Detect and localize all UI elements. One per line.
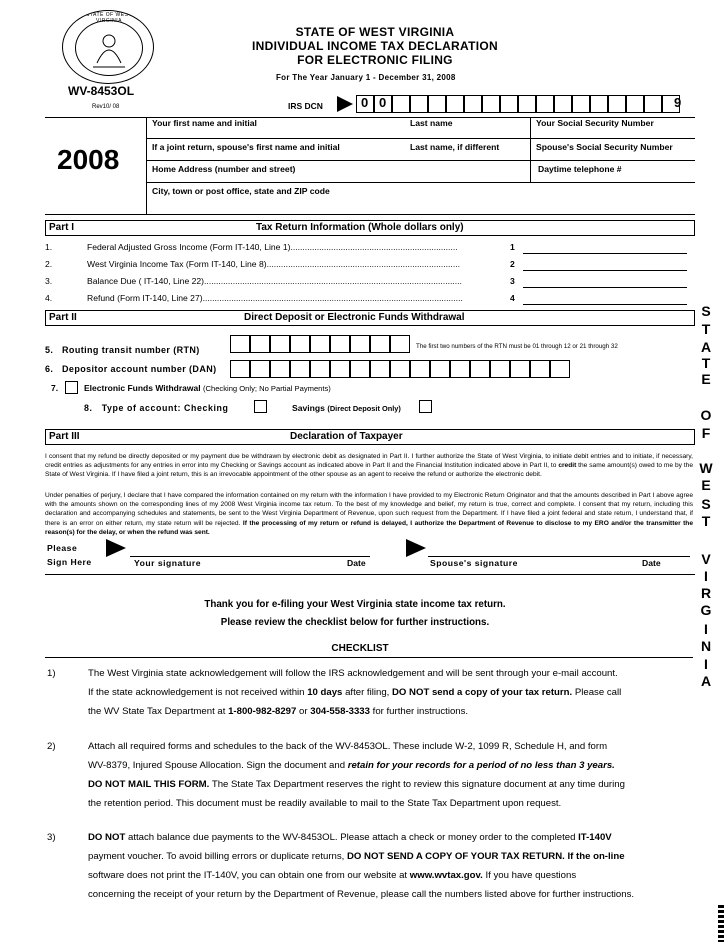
checklist-title: CHECKLIST <box>331 643 389 654</box>
part3-label: Part III <box>49 431 80 442</box>
irs-dcn-label: IRS DCN <box>288 101 323 111</box>
account-type-label: 8. Type of account: Checking <box>84 403 229 413</box>
side-letter: I <box>704 656 708 672</box>
part2-header <box>45 310 695 326</box>
side-letter: V <box>701 551 711 567</box>
checklist-num-2: 2) <box>47 741 56 752</box>
your-signature-line[interactable] <box>130 556 370 557</box>
spouse-first-field[interactable]: If a joint return, spouse's first name and initial <box>152 142 340 152</box>
part2-label: Part II <box>49 312 77 323</box>
efw-checkbox[interactable] <box>65 381 78 394</box>
state-seal <box>62 10 154 84</box>
side-letter: T <box>701 321 711 337</box>
sign-arrow-icon <box>105 538 127 558</box>
city-field[interactable]: City, town or post office, state and ZIP code <box>152 186 330 196</box>
side-letter: E <box>701 371 711 387</box>
arrow-icon <box>336 95 354 113</box>
spouse-last-field[interactable]: Last name, if different <box>410 142 500 152</box>
ssn-field[interactable]: Your Social Security Number <box>536 118 654 128</box>
side-letter: A <box>700 673 712 689</box>
line-2-entry[interactable] <box>523 270 687 271</box>
part3-title: Declaration of Taxpayer <box>290 431 403 442</box>
home-address-field[interactable]: Home Address (number and street) <box>152 164 296 174</box>
side-letter: G <box>700 602 712 618</box>
checklist-item-2: Attach all required forms and schedules to the back of the WV-8453OL. These include W-2, 1099 R, Schedule H, and form WV-8379, Injured Spouse Allocation. Sign the document and retain for your records for a period of no less than 3 years. DO NOT MAIL THIS FORM. The State Tax Department reserves the right to review this signature document at any time during the retention period. This document must be readily available to mail to the State Tax Department upon request. <box>88 741 625 809</box>
dcn-digit-2: 0 <box>379 95 387 110</box>
dan-boxes[interactable] <box>230 360 570 379</box>
side-letter: T <box>701 513 711 529</box>
line-4-entry[interactable] <box>523 304 687 305</box>
side-letter: A <box>700 339 712 355</box>
thanks-line-2: Please review the checklist below for further instructions. <box>220 617 490 628</box>
thanks-line-1: Thank you for e-filing your West Virginia state income tax return. <box>204 599 506 610</box>
side-letter: R <box>700 585 712 601</box>
last-name-field[interactable]: Last name <box>410 118 453 128</box>
perjury-paragraph: Under penalties of perjury, I declare that I have compared the information contained on my return with the information I have provided to my Electronic Return Originator and that the amounts described in Part I above agree with the amounts shown on the corresponding lines of my 2008 West Virginia income tax return. To the best of my knowledge and belief, my return is true, correct and complete. I consent that my return, including this declaration and accompanying schedules and statements, be sent to the West Virginia Department of Revenue, upon such request from the Department. If I have filed a joint federal and state return, I understand that, if there is an error on either return, my state return will be rejected. If the processing of my return or refund is delayed, I authorize the Department of Revenue to disclose to my ERO and/or the transmitter the reason(s) for the delay, or when the refund was sent. <box>45 492 693 536</box>
daytime-phone-field[interactable]: Daytime telephone # <box>538 164 622 174</box>
checklist-num-3: 3) <box>47 832 56 843</box>
spouse-ssn-field[interactable]: Spouse's Social Security Number <box>536 142 673 152</box>
part1-header <box>45 220 695 236</box>
rtn-label: 5. Routing transit number (RTN) <box>45 345 200 355</box>
form-year: 2008 <box>57 144 120 175</box>
efw-label: Electronic Funds Withdrawal (Checking Only; No Partial Payments) <box>84 383 331 393</box>
line-1-entry[interactable] <box>523 253 687 254</box>
spouse-signature-label: Spouse's signature <box>430 558 518 568</box>
title-state: STATE OF WEST VIRGINIA <box>295 25 455 39</box>
spouse-sign-arrow-icon <box>405 538 427 558</box>
side-letter: S <box>701 496 711 512</box>
checklist-item-1: The West Virginia state acknowledgement will follow the IRS acknowledgement and will be sent through your e-mail account. If the state acknowledgement is not received within 10 days after filing, DO NOT send a copy of your tax return. Please call the WV State Tax Department at 1-800-982-8297 or 304-558-3333 for further instructions. <box>88 668 622 717</box>
title-declaration: INDIVIDUAL INCOME TAX DECLARATION <box>252 39 498 53</box>
side-letter: W <box>699 460 713 476</box>
part1-label: Part I <box>49 222 75 233</box>
dcn-digit-last: 9 <box>674 95 682 110</box>
form-id: WV-8453OL <box>68 84 135 98</box>
rtn-note: The first two numbers of the RTN must be 01 through 12 or 21 through 32 <box>416 343 618 350</box>
part2-title: Direct Deposit or Electronic Funds Withdrawal <box>244 312 465 323</box>
line-3-entry[interactable] <box>523 287 687 288</box>
title-efiling: FOR ELECTRONIC FILING <box>297 53 453 67</box>
side-letter: T <box>701 355 711 371</box>
rtn-boxes[interactable] <box>230 335 410 354</box>
savings-checkbox[interactable] <box>419 400 432 413</box>
date-label-1: Date <box>347 558 366 568</box>
please-label: Please <box>47 543 78 553</box>
sign-here-label: Sign Here <box>47 557 92 567</box>
side-letter: O <box>700 407 712 423</box>
tax-year: For The Year January 1 - December 31, 2008 <box>276 73 456 82</box>
dan-label: 6. Depositor account number (DAN) <box>45 364 217 374</box>
scan-mark <box>718 905 724 942</box>
irs-dcn-boxes[interactable] <box>356 95 688 113</box>
checklist-num-1: 1) <box>47 668 56 679</box>
seal-text: STATE OF WEST VIRGINIA <box>85 12 133 24</box>
spouse-signature-line[interactable] <box>428 556 690 557</box>
consent-paragraph: I consent that my refund be directly deposited or my payment due be withdrawn by electronic debit as designated in Part II. I further authorize the State of West Virginia, to initiate debit entries and to initiate, if necessary, credit entries as adjustments for any entries in error into my Checking or Savings account as indicated above in Part II and the Financial Institution indicated above in Part II, to credit the same amount(s) owed to me by the State of West Virginia. If I have filed a joint return, this is an irrevocable appointment of the other spouse as an agent to receive the refund or authorize the electronic debit. <box>45 453 693 479</box>
part3-header <box>45 429 695 445</box>
savings-label: Savings (Direct Deposit Only) <box>292 403 401 413</box>
first-name-field[interactable]: Your first name and initial <box>152 118 257 128</box>
checking-checkbox[interactable] <box>254 400 267 413</box>
side-letter: I <box>704 621 708 637</box>
checklist-item-3: DO NOT attach balance due payments to the WV-8453OL. Please attach a check or money order to the completed IT-140V payment voucher. To avoid billing errors or duplicate returns, DO NOT SEND A COPY OF YOUR TAX RETURN. If the on-line software does not print the IT-140V, you can obtain one from our website at www.wvtax.gov. If you have questions concerning the receipt of your return by the Department of Revenue, please call the numbers listed above for further instructions. <box>88 832 635 900</box>
part1-title: Tax Return Information (Whole dollars only) <box>256 222 464 233</box>
side-letter: S <box>701 303 711 319</box>
date-label-2: Date <box>642 558 661 568</box>
your-signature-label: Your signature <box>134 558 202 568</box>
revision: Rev10/ 08 <box>92 104 120 110</box>
side-letter: E <box>701 477 711 493</box>
side-letter: I <box>704 568 708 584</box>
side-letter: N <box>700 638 712 654</box>
dcn-digit-1: 0 <box>361 95 369 110</box>
side-letter: F <box>701 425 711 441</box>
efw-num: 7. <box>51 383 59 393</box>
